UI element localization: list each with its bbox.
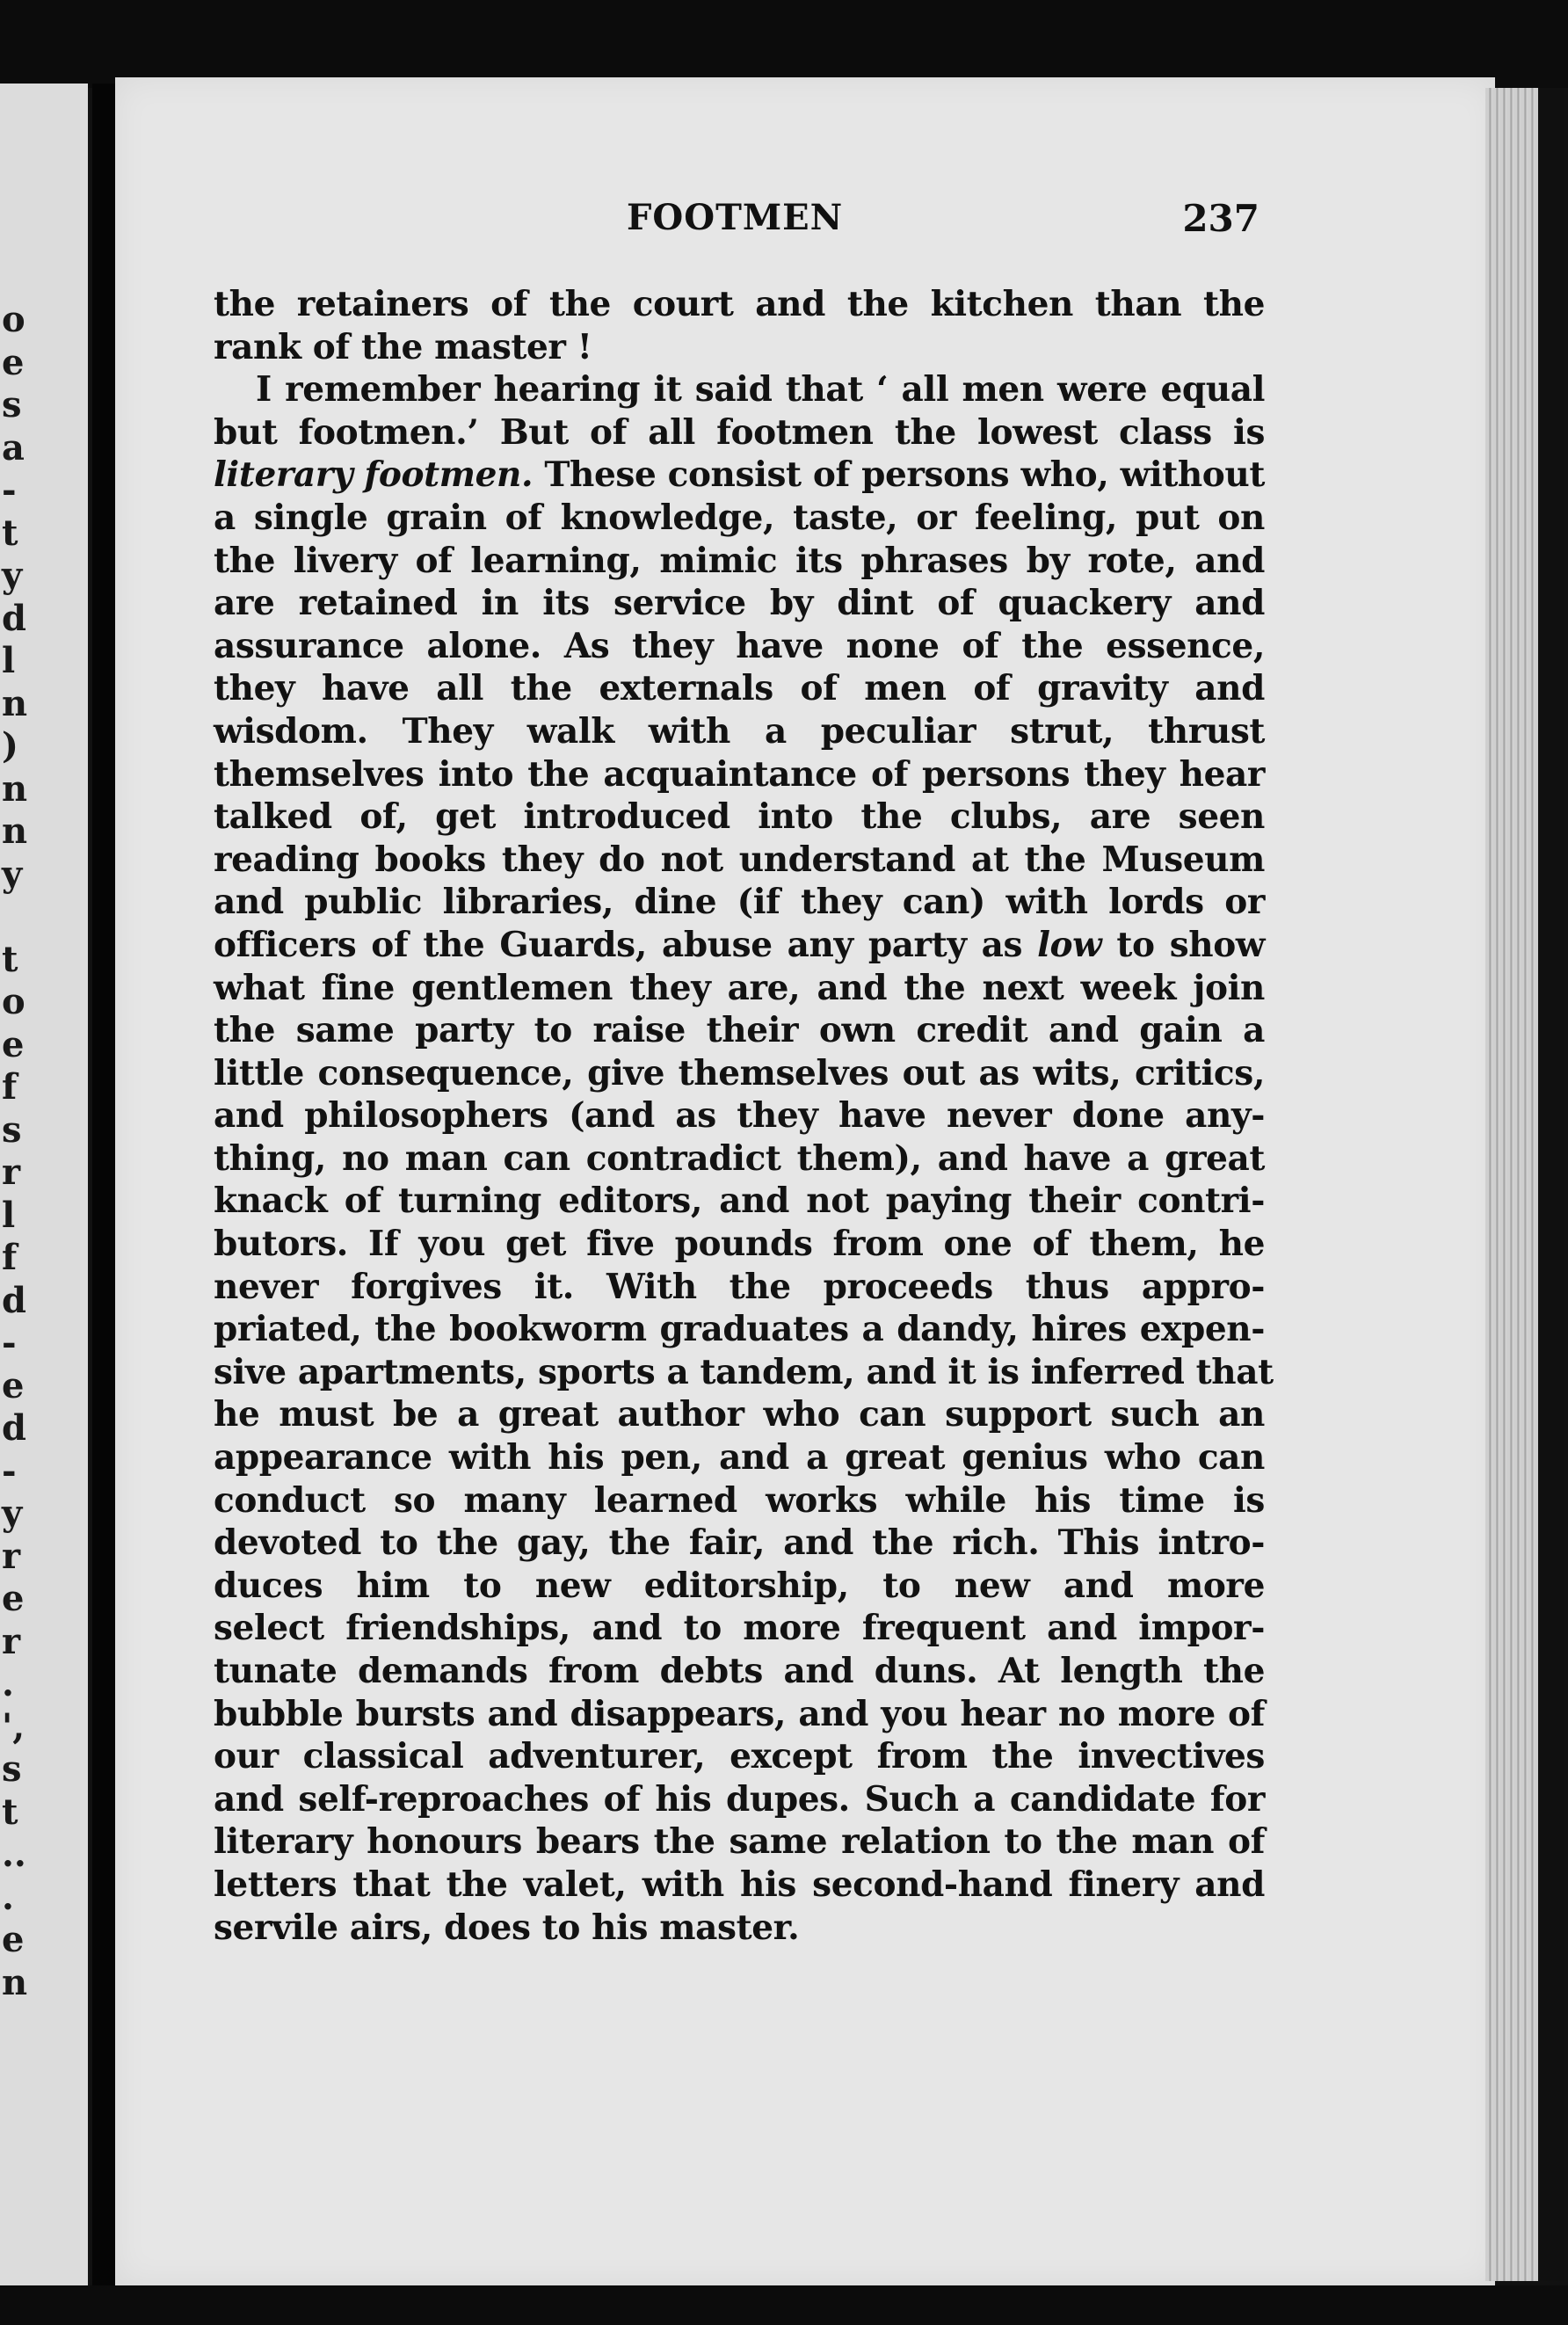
facing-page-letter: - [2, 1322, 17, 1363]
text-line: talked of, get introduced into the clubs, are seen [214, 796, 1265, 838]
text-line: officers of the Guards, abuse any party as low to show [214, 924, 1265, 965]
text-line: devoted to the gay, the fair, and the rich. This intro- [214, 1522, 1265, 1564]
facing-page-letter: y [2, 1493, 23, 1534]
facing-page-letter: o [2, 299, 25, 340]
facing-page-letter: t [2, 1791, 18, 1833]
text-line: servile airs, does to his master. [214, 1907, 800, 1948]
running-head: FOOTMEN [627, 197, 844, 238]
italic-word: low [1037, 924, 1102, 965]
text-line: and public libraries, dine (if they can) with lords or [214, 882, 1265, 923]
facing-page-letter: y [2, 853, 23, 895]
facing-page-letter: ', [2, 1705, 25, 1747]
facing-page-letter: f [2, 1066, 18, 1108]
page-number: 237 [1182, 197, 1259, 240]
book-binding-gutter [92, 84, 115, 2285]
facing-page-letter: s [2, 384, 22, 425]
facing-page-letter: s [2, 1108, 22, 1151]
facing-page-letters [2, 299, 28, 2004]
facing-page-letter: . [2, 1663, 14, 1704]
facing-page-letter: n [2, 1961, 28, 2003]
text-line: butors. If you get five pounds from one of them, he [214, 1224, 1265, 1265]
text-line: letters that the valet, with his second-hand finery and [214, 1864, 1265, 1905]
text-line: he must be a great author who can support such an [214, 1394, 1265, 1435]
text-line: the retainers of the court and the kitchen than the [214, 284, 1265, 324]
facing-page-letter: d [2, 1279, 26, 1321]
facing-page-edge [0, 84, 88, 2285]
facing-page-letter: s [2, 1748, 22, 1790]
facing-page-letter: n [2, 682, 28, 724]
text-line: a single grain of knowledge, taste, or feeling, put on [214, 497, 1265, 538]
body-text [214, 283, 1274, 1949]
text-line: the livery of learning, mimic its phrases by rote, and [214, 540, 1265, 581]
text-line: but footmen.’ But of all footmen the lowest class is [214, 411, 1265, 453]
facing-page-letter: l [2, 1194, 16, 1236]
text-line: and self-reproaches of his dupes. Such a candidate for [214, 1778, 1265, 1820]
facing-page-letter: t [2, 938, 18, 980]
facing-page-letter: - [2, 469, 17, 511]
text-line: what fine gentlemen they are, and the next week join [214, 967, 1265, 1008]
text-line: are retained in its service by dint of quackery and [214, 583, 1265, 624]
facing-page-letter: n [2, 767, 28, 810]
text-line: and philosophers (and as they have never done any- [214, 1095, 1265, 1137]
text-line: appearance with his pen, and a great genius who can [214, 1437, 1265, 1479]
text-line: bubble bursts and disappears, and you hear no more of [214, 1693, 1265, 1734]
text-line: select friendships, and to more frequent and impor- [214, 1608, 1265, 1649]
text-line: thing, no man can contradict them), and have a great [214, 1137, 1265, 1179]
text-line: rank of the master ! [214, 326, 592, 367]
facing-page-letter: r [2, 1152, 21, 1193]
text-line: priated, the bookworm graduates a dandy, hires expen- [214, 1309, 1265, 1350]
facing-page-letter: e [2, 1919, 25, 1960]
facing-page-letter: d [2, 1407, 26, 1449]
facing-page-letter: . [2, 1876, 14, 1918]
facing-page-letter: - [2, 1449, 17, 1492]
text-line: sive apartments, sports a tandem, and it is inferred that [214, 1351, 1274, 1392]
text-line: conduct so many learned works while his time is [214, 1479, 1265, 1521]
text-line: never forgives it. With the proceeds thus appro- [214, 1266, 1265, 1307]
facing-page-letter: r [2, 1535, 21, 1577]
facing-page-letter [2, 896, 28, 939]
page-header [214, 197, 1259, 250]
facing-page-letter: e [2, 1364, 25, 1406]
facing-page-letter: a [2, 426, 25, 469]
text-line: tunate demands from debts and duns. At length the [214, 1651, 1265, 1691]
text-line: assurance alone. As they have none of the essence, [214, 625, 1265, 666]
page-fore-edge [1485, 88, 1538, 2281]
facing-page-letter: l [2, 640, 16, 681]
text-line: I remember hearing it said that ‘ all men were equal [256, 369, 1265, 411]
text-line: literary honours bears the same relation to the man of [214, 1821, 1265, 1863]
facing-page-letter: t [2, 512, 18, 554]
facing-page-letter: e [2, 1023, 25, 1065]
text-line: little consequence, give themselves out as wits, critics, [214, 1052, 1265, 1093]
facing-page-letter: f [2, 1237, 18, 1278]
facing-page-letter: .. [2, 1834, 26, 1875]
text-line: themselves into the acquaintance of persons they hear [214, 753, 1265, 795]
text-line: the same party to raise their own credit and gain a [214, 1010, 1265, 1051]
text-line: duces him to new editorship, to new and more [214, 1565, 1265, 1606]
scan-border-top [0, 0, 1568, 88]
text-line: knack of turning editors, and not paying their contri- [214, 1181, 1265, 1222]
facing-page-letter: e [2, 341, 25, 383]
text-line: wisdom. They walk with a peculiar strut, thrust [214, 710, 1265, 752]
facing-page-letter: ) [2, 725, 18, 767]
facing-page-letter: y [2, 555, 23, 596]
facing-page-letter: e [2, 1578, 25, 1619]
scan-border-bottom [0, 2285, 1568, 2325]
text-line: literary footmen. These consist of persons who, without [214, 454, 1265, 496]
facing-page-letter: d [2, 597, 26, 639]
facing-page-letter: n [2, 810, 28, 852]
facing-page-letter: o [2, 981, 25, 1022]
italic-phrase: literary footmen. [214, 454, 534, 496]
text-line: they have all the externals of men of gravity and [214, 668, 1265, 709]
text-line: reading books they do not understand at the Museum [214, 839, 1265, 880]
facing-page-letter: r [2, 1620, 21, 1662]
text-line: our classical adventurer, except from the invectives [214, 1736, 1265, 1777]
